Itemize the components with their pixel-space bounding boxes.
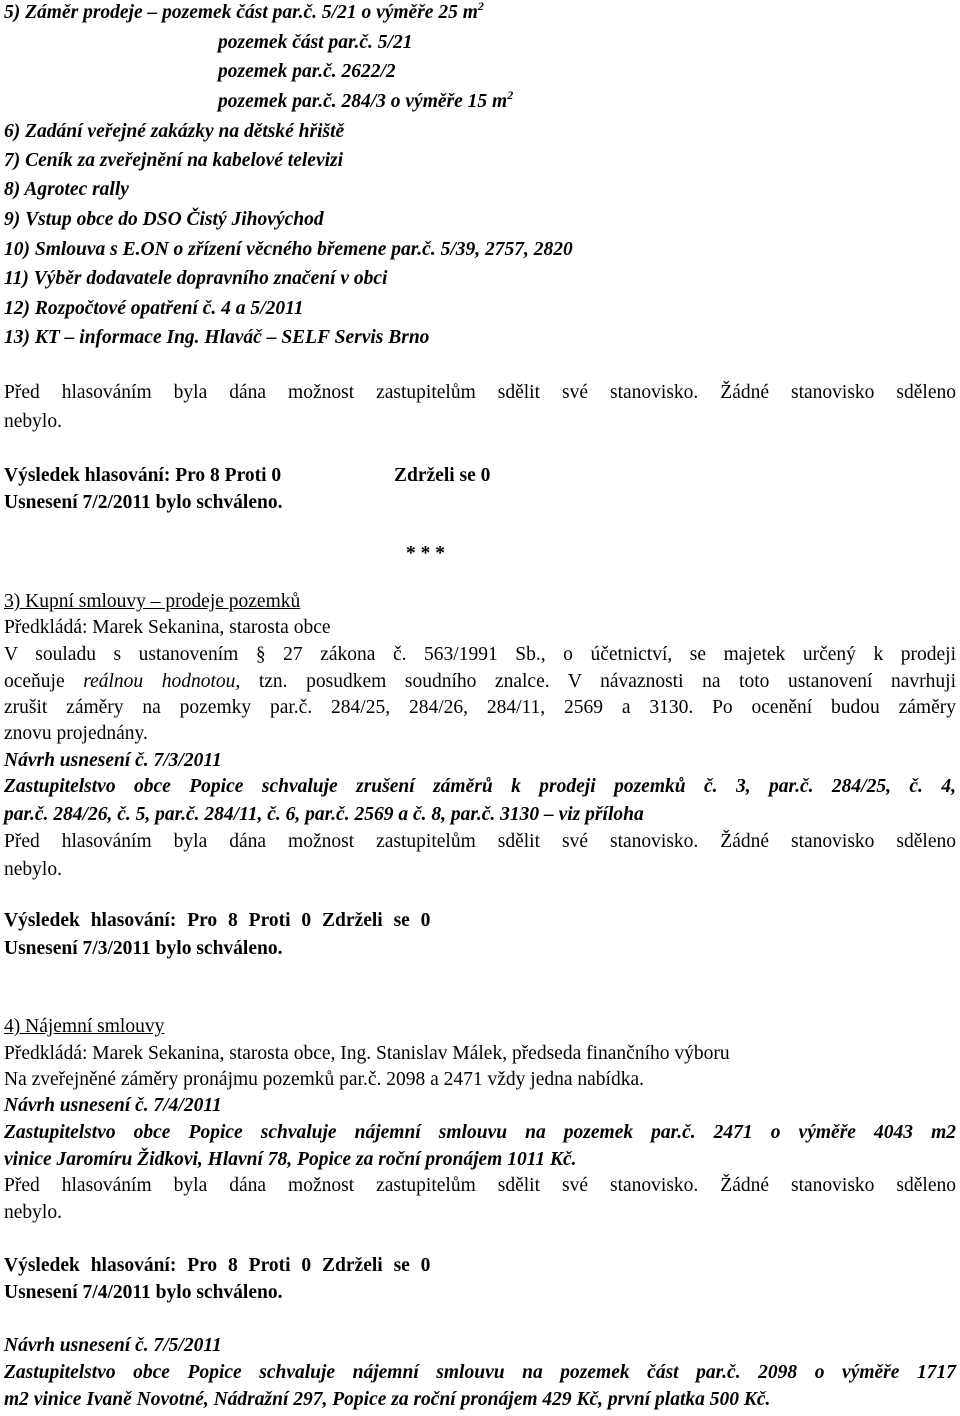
proposal-label: Návrh usnesení č. 7/4/2011 bbox=[4, 1095, 222, 1116]
agenda-item-5-line4 bbox=[218, 88, 514, 112]
agenda-item-5 bbox=[4, 0, 484, 23]
section-separator: * * * bbox=[406, 543, 445, 564]
proposal-label: Návrh usnesení č. 7/5/2011 bbox=[4, 1335, 222, 1356]
section-text-line4: znovu projednány. bbox=[4, 723, 148, 744]
superscript: 2 bbox=[507, 88, 514, 102]
agenda-item-5-line3: pozemek par.č. 2622/2 bbox=[218, 61, 396, 82]
section-heading-3: 3) Kupní smlouvy – prodeje pozemků bbox=[4, 591, 301, 612]
before-vote-text: Před hlasováním byla dána možnost zastupitelům sdělit své stanovisko. Žádné stanovisko sděleno bbox=[4, 1175, 956, 1196]
vote-result: Výsledek hlasování: Pro 8 Proti 0 Zdrželi se 0 bbox=[4, 1255, 431, 1276]
before-vote-text: Před hlasováním byla dána možnost zastupitelům sdělit své stanovisko. Žádné stanovisko sděleno bbox=[4, 382, 956, 403]
agenda-item-5-line2: pozemek část par.č. 5/21 bbox=[218, 32, 413, 53]
vote-result: Výsledek hlasování: Pro 8 Proti 0 bbox=[4, 465, 282, 486]
agenda-item-6: 6) Zadání veřejné zakázky na dětské hřiště bbox=[4, 121, 345, 142]
agenda-item-12: 12) Rozpočtové opatření č. 4 a 5/2011 bbox=[4, 298, 304, 319]
before-vote-text-end: nebylo. bbox=[4, 859, 62, 880]
proposal-text: Zastupitelstvo obce Popice schvaluje zrušení záměrů k prodeji pozemků č. 3, par.č. 284/25, č. 4, bbox=[4, 776, 956, 797]
agenda-item-5-text: 5) Záměr prodeje – pozemek část par.č. 5/21 o výměře 25 m bbox=[4, 2, 478, 23]
vote-result: Výsledek hlasování: Pro 8 Proti 0 Zdrželi se 0 bbox=[4, 910, 431, 931]
vote-abstain: Zdrželi se 0 bbox=[394, 465, 491, 486]
section-heading-4: 4) Nájemní smlouvy bbox=[4, 1016, 165, 1037]
agenda-item-11: 11) Výběr dodavatele dopravního značení v obci bbox=[4, 268, 388, 289]
section-text-line3: zrušit záměry na pozemky par.č. 284/25, 284/26, 284/11, 2569 a 3130. Po ocenění budou záměry bbox=[4, 697, 956, 718]
presenter: Předkládá: Marek Sekanina, starosta obce, Ing. Stanislav Málek, předseda finančního výboru bbox=[4, 1043, 730, 1064]
agenda-item-7: 7) Ceník za zveřejnění na kabelové televizi bbox=[4, 150, 344, 171]
text-part: , tzn. posudkem soudního znalce. V návaznosti na toto ustanovení navrhuji bbox=[235, 671, 957, 692]
section-text: V souladu s ustanovením § 27 zákona č. 563/1991 Sb., o účetnictví, se majetek určený k prodeji bbox=[4, 644, 956, 665]
agenda-item-5-line4-text: pozemek par.č. 284/3 o výměře 15 m bbox=[218, 91, 508, 112]
proposal-text-line2: par.č. 284/26, č. 5, par.č. 284/11, č. 6, par.č. 2569 a č. 8, par.č. 3130 – viz příloha bbox=[4, 804, 644, 825]
resolution-status: Usnesení 7/4/2011 bylo schváleno. bbox=[4, 1282, 283, 1303]
section-text: Na zveřejněné záměry pronájmu pozemků par.č. 2098 a 2471 vždy jedna nabídka. bbox=[4, 1069, 645, 1090]
superscript: 2 bbox=[477, 0, 484, 13]
section-text-line2 bbox=[4, 672, 956, 692]
before-vote-text-end: nebylo. bbox=[4, 411, 62, 432]
before-vote-text: Před hlasováním byla dána možnost zastupitelům sdělit své stanovisko. Žádné stanovisko sděleno bbox=[4, 831, 956, 852]
before-vote-text-end: nebylo. bbox=[4, 1202, 62, 1223]
agenda-item-9: 9) Vstup obce do DSO Čistý Jihovýchod bbox=[4, 209, 324, 230]
text-part: oceňuje bbox=[4, 671, 84, 692]
proposal-text: Zastupitelstvo obce Popice schvaluje nájemní smlouvu na pozemek část par.č. 2098 o výměře 1717 bbox=[4, 1362, 956, 1383]
proposal-label: Návrh usnesení č. 7/3/2011 bbox=[4, 750, 222, 771]
italic-text: reálnou hodnotou bbox=[83, 671, 236, 692]
proposal-text-line2: vinice Jaromíru Židkovi, Hlavní 78, Popice za roční pronájem 1011 Kč. bbox=[4, 1149, 577, 1170]
agenda-item-8: 8) Agrotec rally bbox=[4, 179, 129, 200]
resolution-status: Usnesení 7/3/2011 bylo schváleno. bbox=[4, 938, 283, 959]
presenter: Předkládá: Marek Sekanina, starosta obce bbox=[4, 617, 331, 638]
proposal-text-line2: m2 vinice Ivaně Novotné, Nádražní 297, Popice za roční pronájem 429 Kč, první platka 500 Kč. bbox=[4, 1389, 771, 1410]
agenda-item-13: 13) KT – informace Ing. Hlaváč – SELF Servis Brno bbox=[4, 327, 430, 348]
proposal-text: Zastupitelstvo obce Popice schvaluje nájemní smlouvu na pozemek par.č. 2471 o výměře 4043 m2 bbox=[4, 1122, 956, 1143]
agenda-item-10: 10) Smlouva s E.ON o zřízení věcného břemene par.č. 5/39, 2757, 2820 bbox=[4, 239, 573, 260]
resolution-status: Usnesení 7/2/2011 bylo schváleno. bbox=[4, 492, 283, 513]
